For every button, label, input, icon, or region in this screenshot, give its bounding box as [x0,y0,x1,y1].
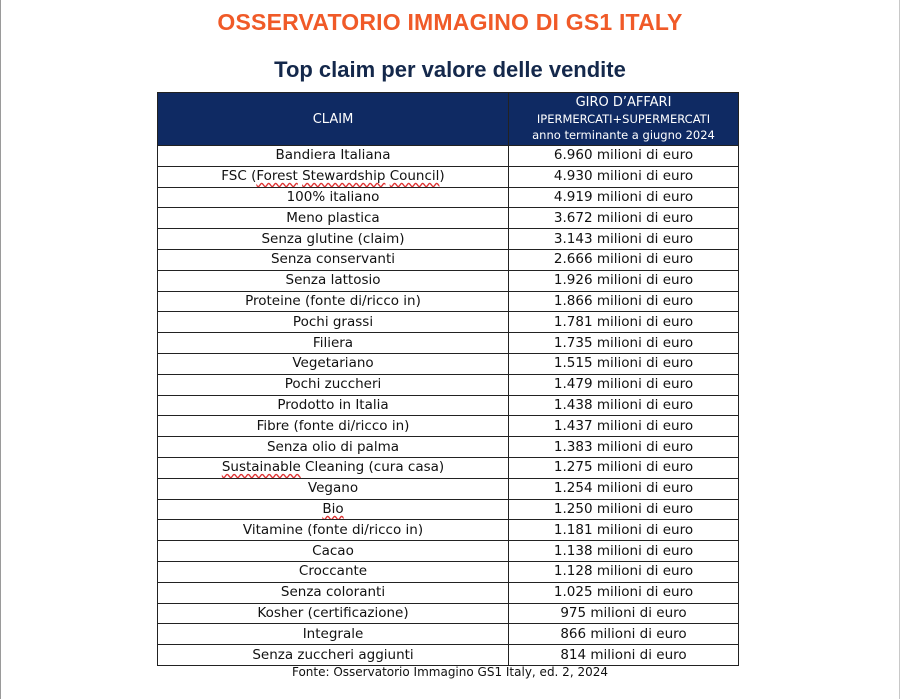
table-row [158,582,739,603]
header-value-line3: anno terminante a giugno 2024 [532,128,715,142]
table-row [158,312,739,333]
claim-cell: Filiera [158,333,509,354]
table-row [158,499,739,520]
claim-cell: Bio [158,499,509,520]
table-row [158,270,739,291]
table-row [158,395,739,416]
table-row [158,645,739,666]
value-cell: 1.479 milioni di euro [509,374,739,395]
value-cell: 3.672 milioni di euro [509,208,739,229]
table-row [158,457,739,478]
claim-cell: Senza zuccheri aggiunti [158,645,509,666]
claim-cell: Senza lattosio [158,270,509,291]
header-value-line2: IPERMERCATI+SUPERMERCATI [536,112,711,126]
claim-cell: Bandiera Italiana [158,146,509,167]
value-cell: 1.866 milioni di euro [509,291,739,312]
table-row [158,561,739,582]
claims-table [157,92,739,666]
table-header [158,93,739,146]
table-row [158,416,739,437]
page-subtitle: Top claim per valore delle vendite [274,57,626,82]
claim-cell: Pochi zuccheri [158,374,509,395]
value-cell: 1.181 milioni di euro [509,520,739,541]
value-cell: 3.143 milioni di euro [509,229,739,250]
table-row [158,187,739,208]
value-cell: 1.781 milioni di euro [509,312,739,333]
page-left-border [0,0,1,699]
claim-cell: Kosher (certificazione) [158,603,509,624]
table-row [158,146,739,167]
value-cell: 4.919 milioni di euro [509,187,739,208]
table-row [158,520,739,541]
value-cell: 1.515 milioni di euro [509,353,739,374]
table-row [158,374,739,395]
value-cell: 1.735 milioni di euro [509,333,739,354]
claim-cell: Meno plastica [158,208,509,229]
claim-cell: Integrale [158,624,509,645]
header-value [509,93,739,146]
value-cell: 4.930 milioni di euro [509,166,739,187]
page-title: OSSERVATORIO IMMAGINO DI GS1 ITALY [217,9,683,35]
table-row [158,624,739,645]
source-note: Fonte: Osservatorio Immagino GS1 Italy, ed. 2, 2024 [291,665,608,679]
table-row [158,603,739,624]
table-row [158,166,739,187]
table-row [158,478,739,499]
table-row [158,541,739,562]
claim-cell: Senza conservanti [158,249,509,270]
value-cell: 1.138 milioni di euro [509,541,739,562]
value-cell: 975 milioni di euro [509,603,739,624]
claim-cell: Croccante [158,561,509,582]
value-cell: 1.275 milioni di euro [509,457,739,478]
table-row [158,291,739,312]
claim-cell: Pochi grassi [158,312,509,333]
claim-cell: Vitamine (fonte di/ricco in) [158,520,509,541]
claim-cell: Proteine (fonte di/ricco in) [158,291,509,312]
table-header-row [158,93,739,146]
value-cell: 1.383 milioni di euro [509,437,739,458]
table-body [158,146,739,666]
table-row [158,353,739,374]
value-cell: 1.250 milioni di euro [509,499,739,520]
claim-cell: Sustainable Cleaning (cura casa) [158,457,509,478]
value-cell: 866 milioni di euro [509,624,739,645]
claim-cell: Fibre (fonte di/ricco in) [158,416,509,437]
value-cell: 814 milioni di euro [509,645,739,666]
value-cell: 1.437 milioni di euro [509,416,739,437]
claim-cell: 100% italiano [158,187,509,208]
table-row [158,437,739,458]
claim-cell: Senza glutine (claim) [158,229,509,250]
table-row [158,229,739,250]
claim-cell: Prodotto in Italia [158,395,509,416]
value-cell: 2.666 milioni di euro [509,249,739,270]
claim-cell: Cacao [158,541,509,562]
table-row [158,208,739,229]
value-cell: 6.960 milioni di euro [509,146,739,167]
claim-cell: Senza coloranti [158,582,509,603]
value-cell: 1.254 milioni di euro [509,478,739,499]
header-value-line1: GIRO D’AFFARI [575,95,672,110]
claim-cell: Vegano [158,478,509,499]
value-cell: 1.025 milioni di euro [509,582,739,603]
claim-cell: Vegetariano [158,353,509,374]
claim-cell: FSC (Forest Stewardship Council) [158,166,509,187]
table-row [158,249,739,270]
claim-cell: Senza olio di palma [158,437,509,458]
value-cell: 1.438 milioni di euro [509,395,739,416]
value-cell: 1.926 milioni di euro [509,270,739,291]
value-cell: 1.128 milioni di euro [509,561,739,582]
table-row [158,333,739,354]
header-claim: CLAIM [158,93,509,146]
